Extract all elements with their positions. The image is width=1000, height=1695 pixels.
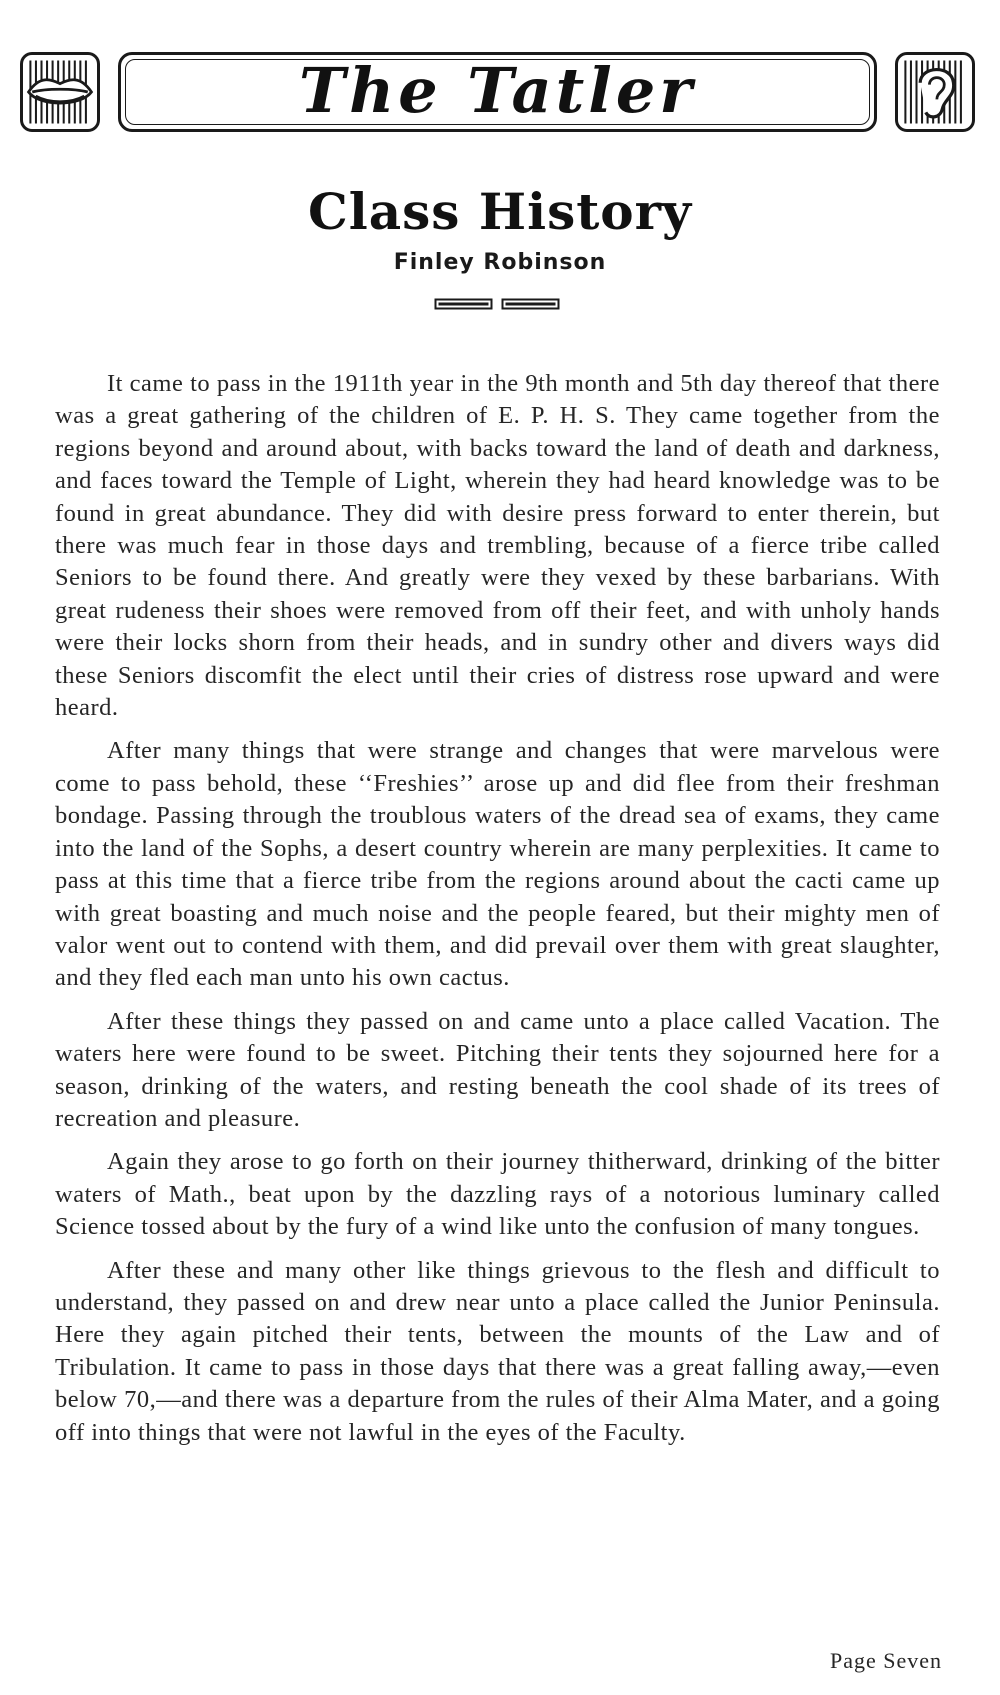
- paragraph: After these and many other like things grievous to the flesh and difficult to understand, they passed on and drew near unto a place called the Junior Peninsula. Here they again pitched their tents, between the mounts of the Law and of Tribulation. It came to pass in those days that there was a great falling away,—even below 70,—and there was a departure from the rules of their Alma Mater, and a going off into things that were not lawful in the eyes of the Faculty.: [55, 1256, 940, 1446]
- paragraph: After these things they passed on and came unto a place called Vacation. The waters here were found to be sweet. Pitching their tents they sojourned here for a season, drinking of the waters, and resting beneath the cool shade of its trees of recreation and pleasure.: [55, 1007, 940, 1132]
- masthead-banner: [20, 50, 975, 134]
- divider-ornament: [434, 298, 560, 310]
- paragraph: After many things that were strange and changes that were marvelous were come to pass behold, these ‘‘Freshies’’ arose up and did flee from their freshman bondage. Passing through the troublous waters of the dread sea of exams, they came into the land of the Sophs, a desert country wherein are many perplexities. It came to pass at this time that a fierce tribe from the regions around about the cacti came up with great boasting and much noise and the people feared, but their mighty men of valor went out to contend with them, and did prevail over them with great slaughter, and they fled each man unto his own cactus.: [55, 737, 940, 992]
- ear-icon: [895, 52, 975, 132]
- masthead-title-frame: [118, 52, 877, 132]
- masthead-title: The Tatler: [299, 53, 696, 127]
- article-author: Finley Robinson: [393, 250, 607, 275]
- paragraph: It came to pass in the 1911th year in the 9th month and 5th day thereof that there was a great gathering of the children of E. P. H. S. They came together from the regions beyond and around about, with backs toward the land of death and darkness, and faces toward the Temple of Light, wherein they had heard knowledge was to be found in great abundance. They did with desire press forward to enter therein, but there was much fear in those days and trembling, because of a fierce tribe called Seniors to be found there. And greatly were they vexed by these barbarians. With great rudeness their shoes were removed from off their feet, and with unholy hands were their locks shorn from their heads, and in sundry other and divers ways did these Seniors discomfit the elect until their cries of distress rose upward and were heard.: [55, 370, 940, 722]
- page-number: Page Seven: [829, 1648, 942, 1673]
- article-body: [55, 368, 940, 1460]
- paragraph: Again they arose to go forth on their journey thitherward, drinking of the bitter waters of Math., beat upon by the dazzling rays of a notorious luminary called Science tossed about by the fury of a wind like unto the confusion of many tongues.: [55, 1148, 940, 1241]
- article-title: Class History: [307, 182, 693, 241]
- lips-icon: [20, 52, 100, 132]
